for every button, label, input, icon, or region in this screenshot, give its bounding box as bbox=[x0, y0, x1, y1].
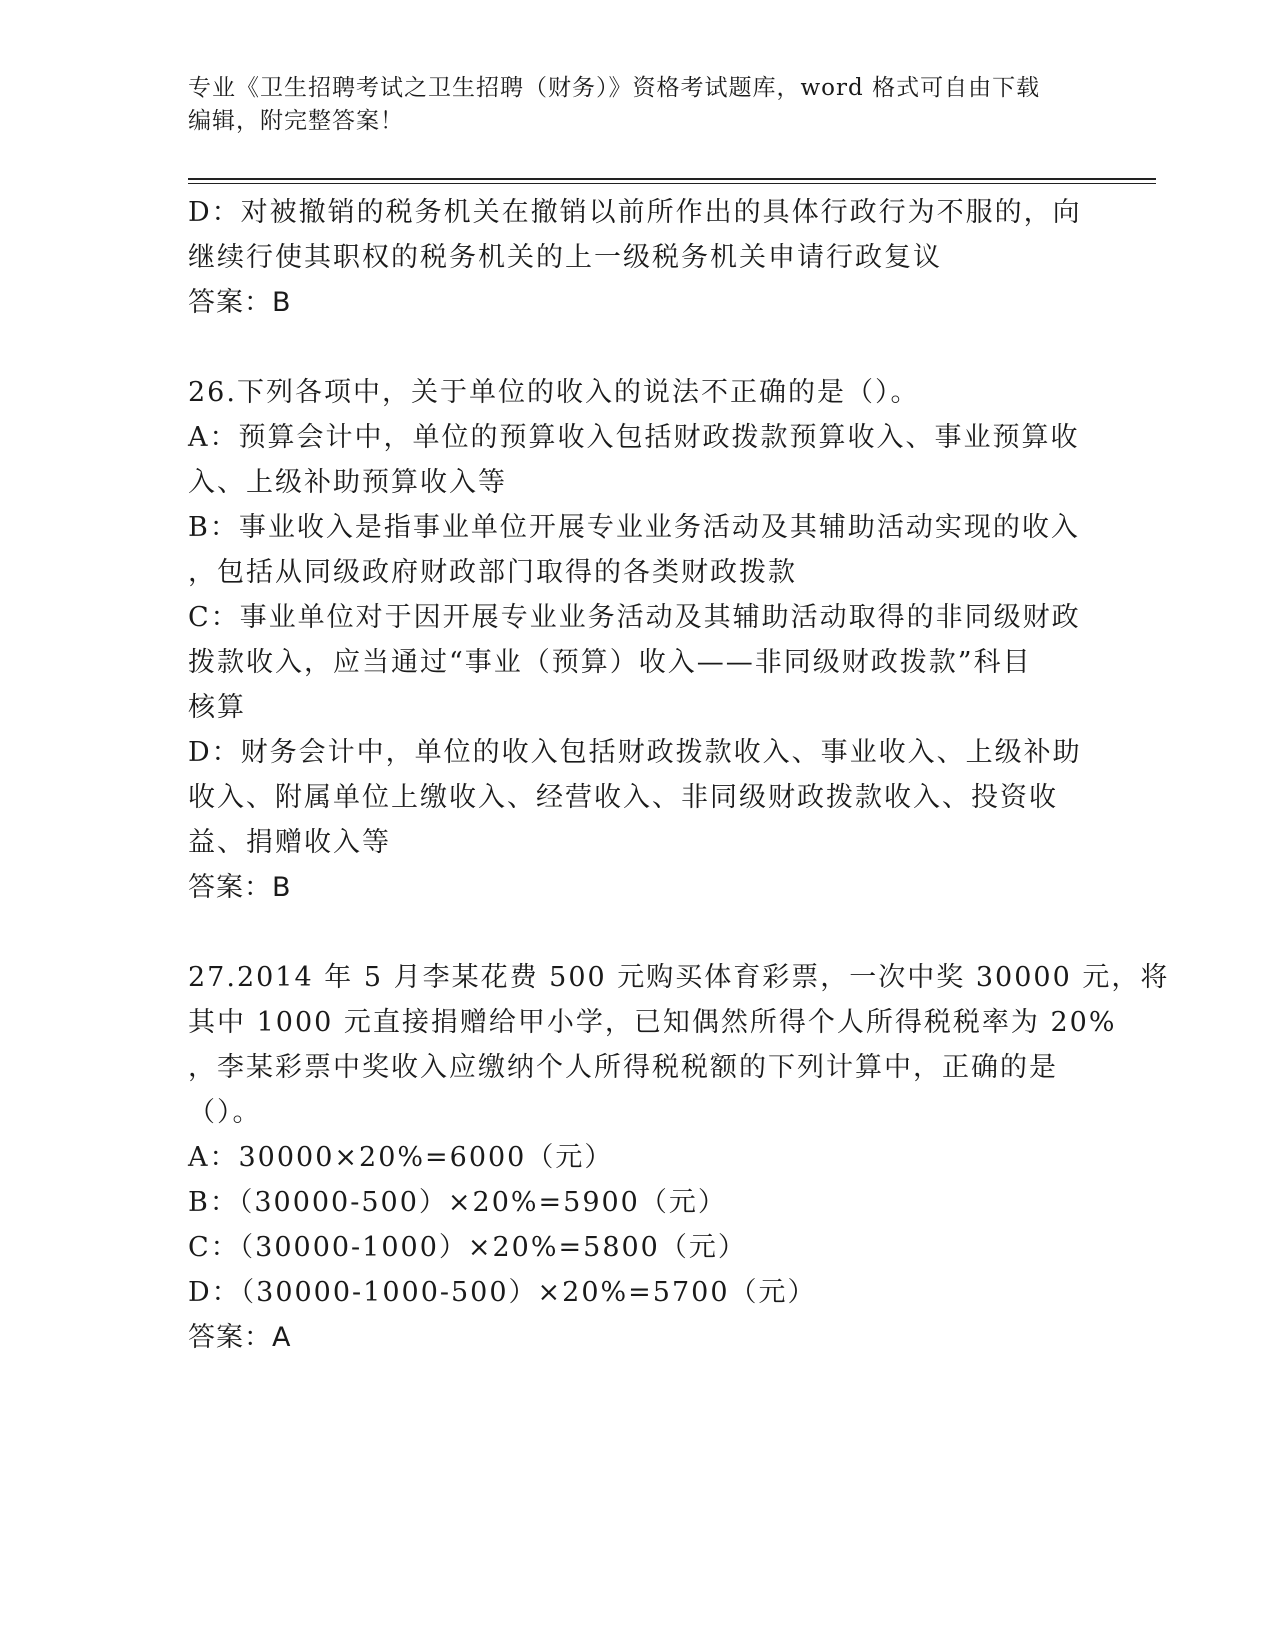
header-line-1: 专业《卫生招聘考试之卫生招聘（财务）》资格考试题库，word 格式可自由下载 bbox=[188, 75, 1041, 101]
q26-option-b-line-2: ，包括从同级政府财政部门取得的各类财政拨款 bbox=[188, 557, 797, 588]
q25-answer: 答案：B bbox=[188, 287, 292, 318]
q27-answer: 答案：A bbox=[188, 1322, 292, 1353]
q26-option-d-line-2: 收入、附属单位上缴收入、经营收入、非同级财政拨款收入、投资收 bbox=[188, 782, 1058, 813]
spacer bbox=[188, 910, 1078, 955]
q25-option-d-line-2: 继续行使其职权的税务机关的上一级税务机关申请行政复议 bbox=[188, 242, 942, 273]
q26-stem: 26.下列各项中，关于单位的收入的说法不正确的是（）。 bbox=[188, 377, 920, 408]
question-25-block bbox=[188, 190, 1082, 325]
q26-option-b-line-1: B：事业收入是指事业单位开展专业业务活动及其辅助活动实现的收入 bbox=[188, 512, 1080, 543]
header-divider-thick bbox=[188, 178, 1156, 180]
question-27-block bbox=[188, 955, 1170, 1360]
q26-option-d-line-3: 益、捐赠收入等 bbox=[188, 827, 391, 858]
spacer bbox=[188, 325, 1078, 370]
document-header bbox=[188, 72, 1088, 138]
question-26-block bbox=[188, 370, 1082, 910]
q25-option-d-line-1: D：对被撤销的税务机关在撤销以前所作出的具体行政行为不服的，向 bbox=[188, 197, 1082, 228]
q27-option-d: D：（30000-1000-500）×20%=5700（元） bbox=[188, 1277, 817, 1308]
q27-stem-line-2: 其中 1000 元直接捐赠给甲小学，已知偶然所得个人所得税税率为 20% bbox=[188, 1007, 1117, 1038]
header-line-2: 编辑，附完整答案！ bbox=[188, 108, 404, 134]
q26-option-a-line-1: A：预算会计中，单位的预算收入包括财政拨款预算收入、事业预算收 bbox=[188, 422, 1080, 453]
q26-option-a-line-2: 入、上级补助预算收入等 bbox=[188, 467, 507, 498]
header-divider-thin bbox=[188, 183, 1156, 184]
q27-option-b: B：（30000-500）×20%=5900（元） bbox=[188, 1187, 727, 1218]
q26-option-c-line-1: C：事业单位对于因开展专业业务活动及其辅助活动取得的非同级财政 bbox=[188, 602, 1081, 633]
q26-option-c-line-3: 核算 bbox=[188, 692, 246, 723]
question-content bbox=[188, 190, 1170, 1360]
q27-stem-line-1: 27.2014 年 5 月李某花费 500 元购买体育彩票，一次中奖 30000 元，将 bbox=[188, 962, 1170, 993]
q27-option-c: C：（30000-1000）×20%=5800（元） bbox=[188, 1232, 747, 1263]
q26-option-c-line-2: 拨款收入，应当通过“事业（预算）收入——非同级财政拨款”科目 bbox=[188, 647, 1032, 678]
q27-stem-line-4: （）。 bbox=[188, 1097, 262, 1128]
q26-answer: 答案：B bbox=[188, 872, 292, 903]
q26-option-d-line-1: D：财务会计中，单位的收入包括财政拨款收入、事业收入、上级补助 bbox=[188, 737, 1082, 768]
q27-stem-line-3: ，李某彩票中奖收入应缴纳个人所得税税额的下列计算中，正确的是 bbox=[188, 1052, 1058, 1083]
q27-option-a: A：30000×20%=6000（元） bbox=[188, 1142, 614, 1173]
